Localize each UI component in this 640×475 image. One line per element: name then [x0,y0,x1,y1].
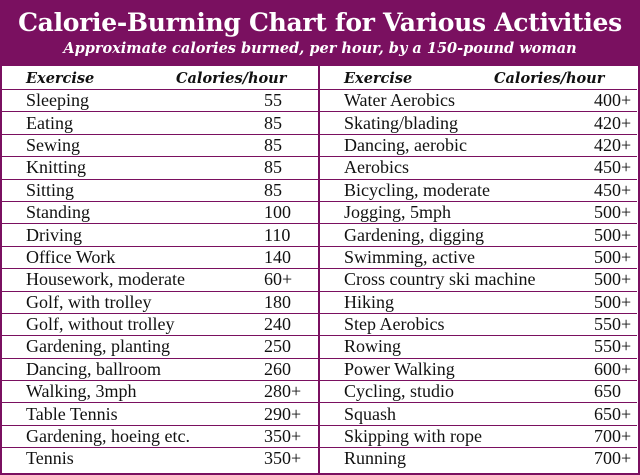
chart-title: Calorie-Burning Chart for Various Activities [18,8,622,37]
exercise-cell: Tennis [26,448,74,469]
table-row [320,425,637,447]
exercise-cell: Jogging, 5mph [344,202,452,223]
exercise-cell: Hiking [344,291,395,312]
table-row [2,179,319,201]
calories-cell: 650 [594,381,621,402]
table-row [2,201,319,223]
exercise-cell: Eating [26,112,73,133]
calories-cell: 110 [264,224,291,245]
exercise-cell: Cycling, studio [344,381,455,402]
exercise-cell: Office Work [26,246,116,267]
exercise-cell: Housework, moderate [26,269,185,290]
calories-cell: 240 [264,314,291,335]
exercise-cell: Dancing, ballroom [26,358,161,379]
exercise-cell: Gardening, planting [26,336,170,357]
exercise-cell: Swimming, active [344,246,475,267]
calories-cell: 400+ [594,90,632,111]
table-row [320,291,637,313]
left-rows [2,89,319,470]
table-row [320,246,637,268]
calories-cell: 85 [264,134,282,155]
exercise-cell: Skating/blading [344,112,458,133]
right-rows [320,89,637,470]
exercise-cell: Running [344,448,407,469]
calories-cell: 650+ [594,403,632,424]
table-row [320,223,637,245]
table-row [320,268,637,290]
calories-cell: 550+ [594,336,632,357]
exercise-cell: Dancing, aerobic [344,134,467,155]
exercise-cell: Walking, 3mph [26,381,137,402]
chart-header [2,2,638,66]
table-row [320,358,637,380]
table-row [2,358,319,380]
right-column-header [320,67,637,89]
table-row [320,111,637,133]
table-row [2,268,319,290]
calories-cell: 450+ [594,179,632,200]
table-row [2,335,319,357]
exercise-cell: Step Aerobics [344,314,445,335]
table-row [320,201,637,223]
calories-cell: 420+ [594,112,632,133]
table-row [320,89,637,111]
exercise-cell: Gardening, hoeing etc. [26,426,190,447]
left-table [2,67,319,470]
calories-cell: 350+ [264,426,302,447]
exercise-cell: Gardening, digging [344,224,484,245]
calories-cell: 500+ [594,224,632,245]
exercise-cell: Standing [26,202,91,223]
calories-cell: 700+ [594,448,632,469]
exercise-cell: Table Tennis [26,403,118,424]
table-row [2,246,319,268]
exercise-cell: Golf, without trolley [26,314,175,335]
calories-cell: 280+ [264,381,302,402]
table-row [2,89,319,111]
calories-cell: 500+ [594,269,632,290]
calories-cell: 85 [264,112,282,133]
calories-cell: 140 [264,246,291,267]
calories-cell: 600+ [594,358,632,379]
calories-cell: 60+ [264,269,293,290]
table-row [2,134,319,156]
exercise-cell: Aerobics [344,157,409,178]
table-row [320,402,637,424]
table-row [2,223,319,245]
table-row [2,447,319,469]
calories-cell: 180 [264,291,291,312]
exercise-cell: Power Walking [344,358,455,379]
calories-cell: 420+ [594,134,632,155]
chart-subtitle: Approximate calories burned, per hour, by a 150-pound woman [63,40,577,57]
calories-cell: 450+ [594,157,632,178]
left-column-header [2,67,319,89]
table-row [2,291,319,313]
table-row [320,179,637,201]
exercise-cell: Skipping with rope [344,426,482,447]
exercise-header: Exercise [344,69,413,87]
exercise-cell: Golf, with trolley [26,291,152,312]
exercise-cell: Squash [344,403,397,424]
calories-cell: 100 [264,202,291,223]
table-row [2,380,319,402]
calories-cell: 260 [264,358,291,379]
calories-cell: 500+ [594,246,632,267]
calories-cell: 290+ [264,403,302,424]
exercise-cell: Bicycling, moderate [344,179,490,200]
exercise-header: Exercise [26,69,95,87]
exercise-cell: Knitting [26,157,87,178]
exercise-cell: Driving [26,224,82,245]
table-row [320,335,637,357]
calories-header: Calories/hour [176,69,287,87]
calories-cell: 85 [264,179,282,200]
calories-cell: 700+ [594,426,632,447]
table-row [320,156,637,178]
calories-cell: 250 [264,336,291,357]
exercise-cell: Cross country ski machine [344,269,536,290]
table-row [320,134,637,156]
table-row [2,156,319,178]
table-row [320,380,637,402]
exercise-cell: Sleeping [26,90,89,111]
calories-cell: 500+ [594,291,632,312]
table-row [2,111,319,133]
calories-cell: 550+ [594,314,632,335]
exercise-cell: Water Aerobics [344,90,456,111]
table-row [2,313,319,335]
exercise-cell: Sitting [26,179,75,200]
table-row [320,447,637,469]
exercise-cell: Sewing [26,134,80,155]
calories-header: Calories/hour [494,69,605,87]
table-row [2,402,319,424]
calories-cell: 85 [264,157,282,178]
exercise-cell: Rowing [344,336,402,357]
right-table [320,67,637,470]
calories-cell: 500+ [594,202,632,223]
table-row [320,313,637,335]
calories-cell: 350+ [264,448,302,469]
table-row [2,425,319,447]
calories-cell: 55 [264,90,282,111]
